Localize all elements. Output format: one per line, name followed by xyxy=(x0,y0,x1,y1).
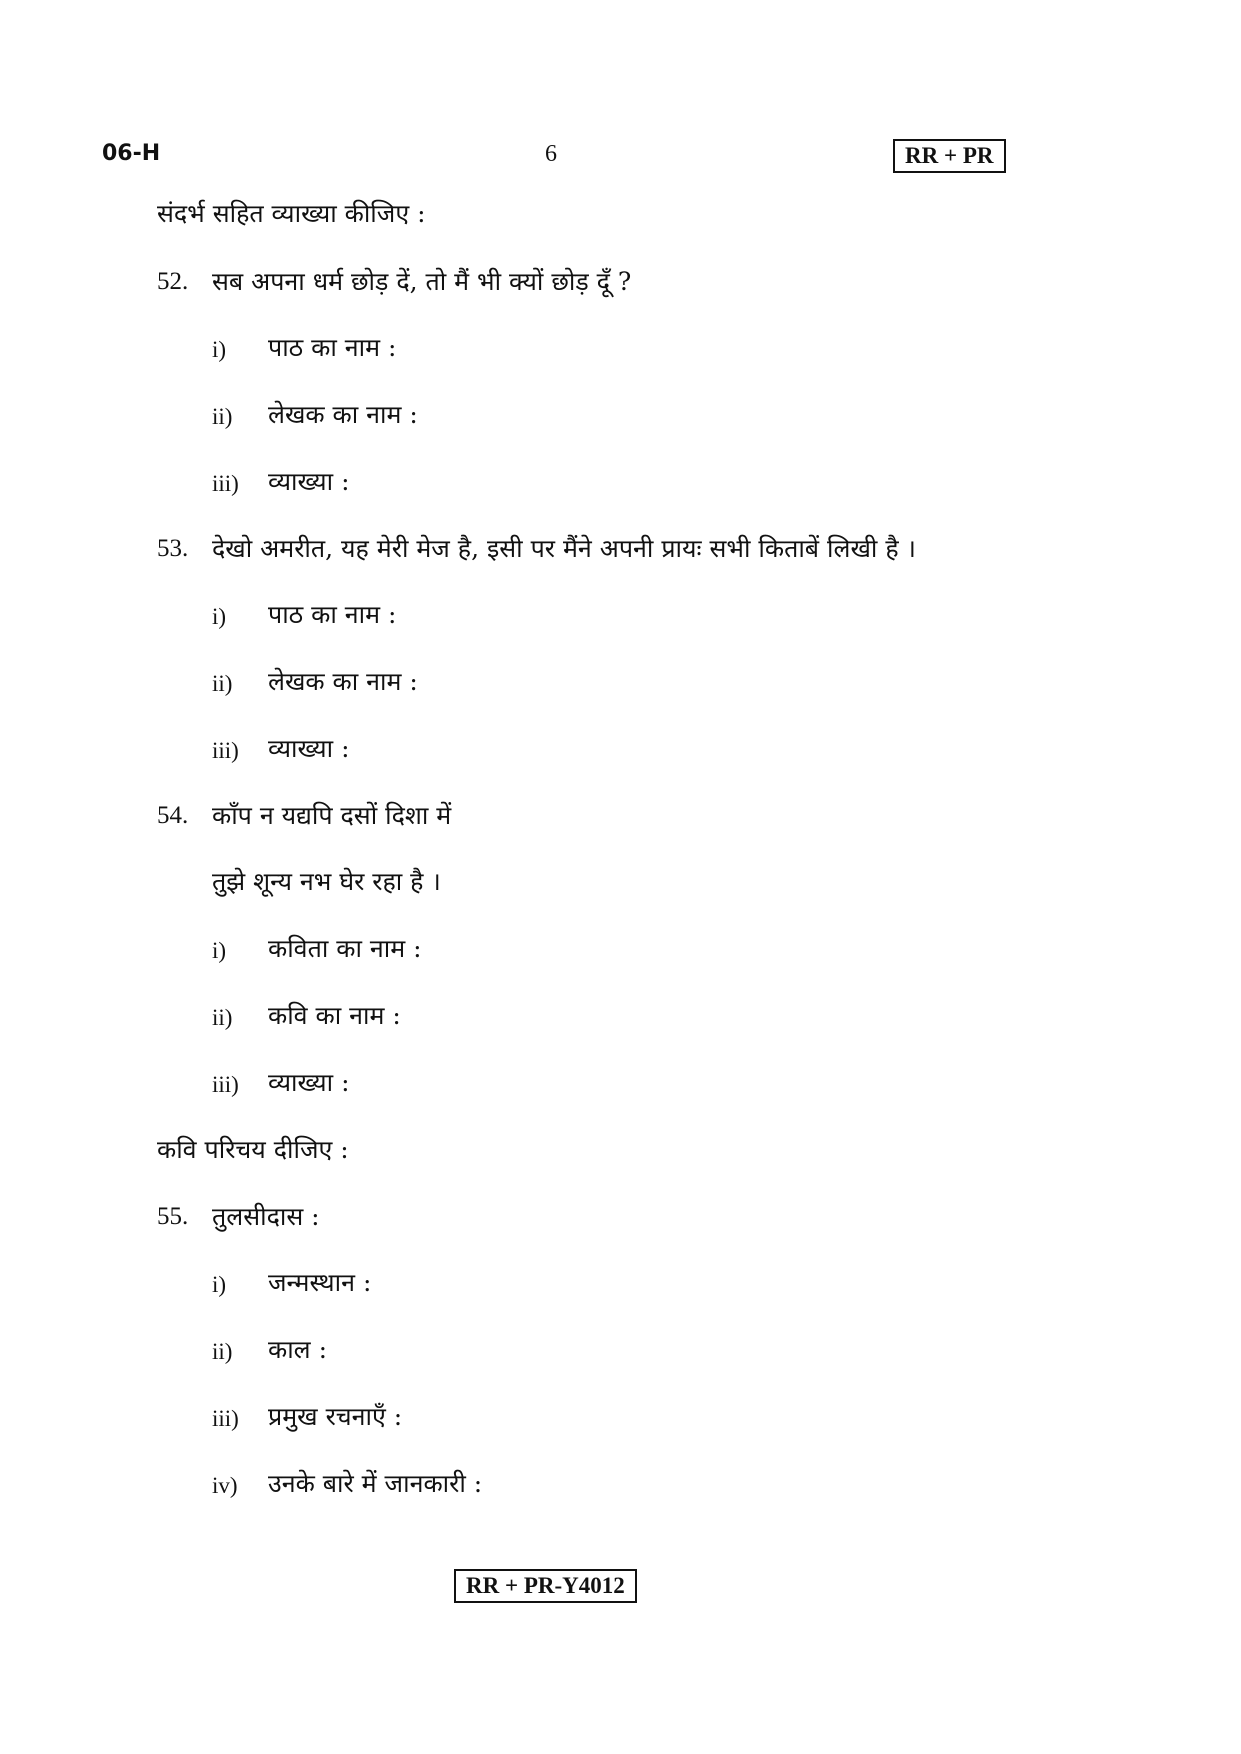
part-text: उनके बारे में जानकारी : xyxy=(268,1469,483,1498)
part-text: व्याख्या : xyxy=(268,467,350,496)
part-text: पाठ का नाम : xyxy=(268,333,397,362)
part-label: ii) xyxy=(212,404,233,429)
part-text: पाठ का नाम : xyxy=(268,600,397,629)
question-text: सब अपना धर्म छोड़ दें, तो मैं भी क्यों छोड़ दूँ ? xyxy=(212,267,632,296)
part-text: लेखक का नाम : xyxy=(268,667,418,696)
question-text: तुलसीदास : xyxy=(212,1202,320,1231)
part-text: व्याख्या : xyxy=(268,734,350,763)
part-label: iii) xyxy=(212,1406,239,1431)
part-label: iii) xyxy=(212,738,239,763)
part-text: काल : xyxy=(268,1335,327,1364)
footer-badge: RR + PR-Y4012 xyxy=(454,1569,637,1603)
paper-code: 06-H xyxy=(102,141,161,166)
page-header xyxy=(0,0,1241,180)
question-text: देखो अमरीत, यह मेरी मेज है, इसी पर मैंने अपनी प्रायः सभी किताबें लिखी है । xyxy=(212,534,917,563)
part-text: कविता का नाम : xyxy=(268,934,422,963)
part-text: जन्मस्थान : xyxy=(268,1268,372,1297)
part-label: iii) xyxy=(212,1072,239,1097)
part-label: iii) xyxy=(212,471,239,496)
part-label: i) xyxy=(212,604,227,629)
part-label: i) xyxy=(212,1272,227,1297)
header-badge: RR + PR xyxy=(893,139,1006,173)
part-label: iv) xyxy=(212,1473,238,1498)
question-text: काँप न यद्यपि दसों दिशा में xyxy=(212,801,452,830)
part-label: ii) xyxy=(212,1005,233,1030)
question-number: 52. xyxy=(157,268,189,295)
part-text: व्याख्या : xyxy=(268,1068,350,1097)
part-label: i) xyxy=(212,337,227,362)
section-heading: संदर्भ सहित व्याख्या कीजिए : xyxy=(157,199,426,228)
part-label: ii) xyxy=(212,671,233,696)
part-label: i) xyxy=(212,938,227,963)
part-text: प्रमुख रचनाएँ : xyxy=(268,1402,403,1431)
part-text: कवि का नाम : xyxy=(268,1001,401,1030)
question-text-line2: तुझे शून्य नभ घेर रहा है । xyxy=(212,867,441,896)
question-number: 54. xyxy=(157,802,189,829)
section-heading: कवि परिचय दीजिए : xyxy=(157,1135,349,1164)
part-text: लेखक का नाम : xyxy=(268,400,418,429)
part-label: ii) xyxy=(212,1339,233,1364)
question-number: 53. xyxy=(157,535,189,562)
question-number: 55. xyxy=(157,1203,189,1230)
page-number: 6 xyxy=(545,141,557,167)
